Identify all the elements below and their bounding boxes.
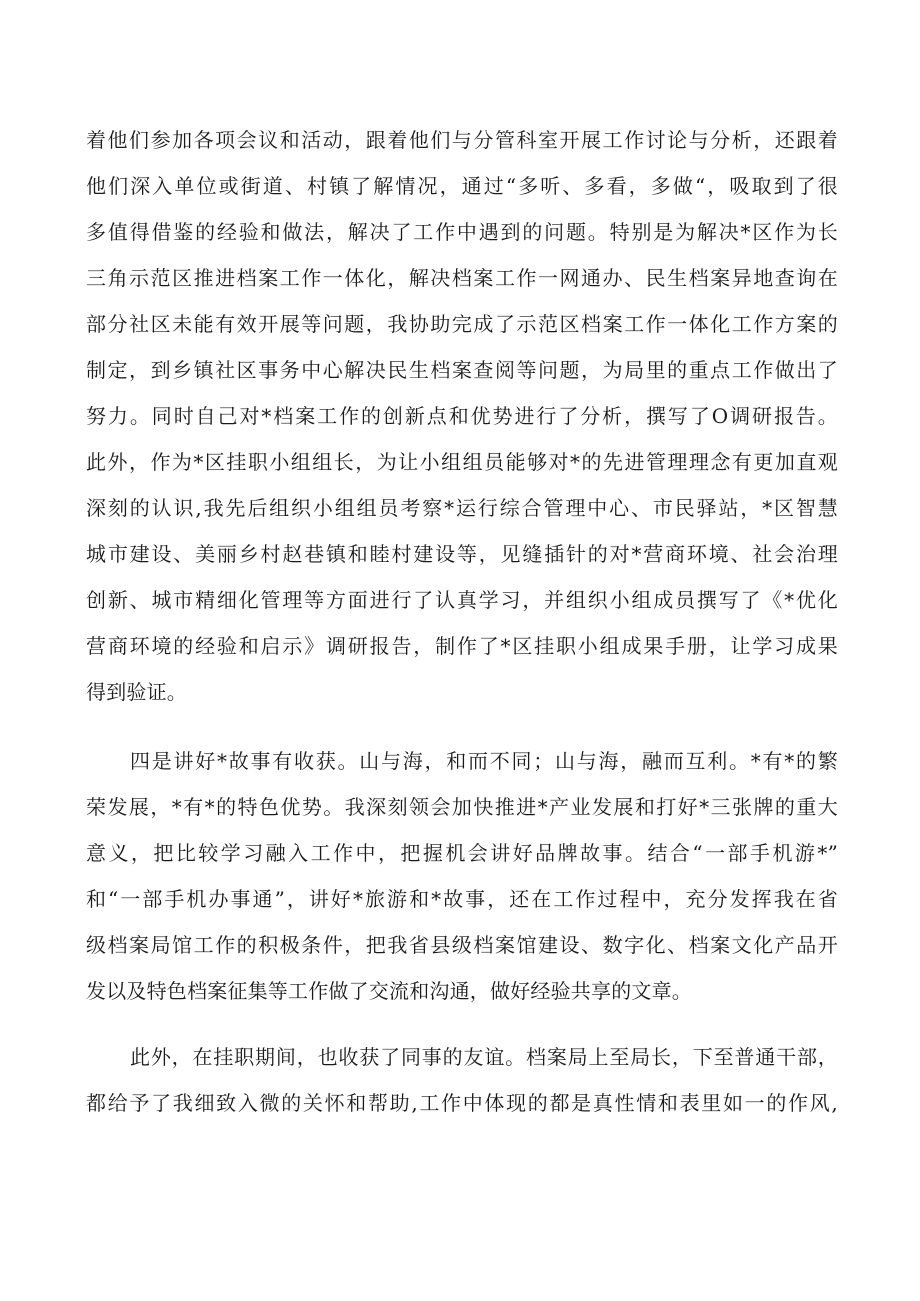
text-line: 他们深入单位或街道、村镇了解情况，通过“多听、多看，多做“，吸取到了很 [86, 174, 838, 198]
text-line: 创新、城市精细化管理等方面进行了认真学习，并组织小组成员撰写了《*优化 [86, 588, 838, 612]
text-line: 此外，作为*区挂职小组组长，为让小组组员能够对*的先进管理理念有更加直观 [86, 450, 838, 474]
text-line: 发以及特色档案征集等工作做了交流和沟通，做好经验共享的文章。 [86, 979, 692, 1003]
text-line: 制定，到乡镇社区事务中心解决民生档案查阅等问题，为局里的重点工作做出了 [86, 358, 838, 382]
text-line: 努力。同时自己对*档案工作的创新点和优势进行了分析，撰写了O调研报告。 [86, 404, 838, 428]
paragraph-first-line: 此外，在挂职期间，也收获了同事的友谊。档案局上至局长，下至普通干部， [130, 1045, 838, 1069]
text-line: 着他们参加各项会议和活动，跟着他们与分管科室开展工作讨论与分析，还跟着 [86, 128, 838, 152]
text-line: 级档案局馆工作的积极条件，把我省县级档案馆建设、数字化、档案文化产品开 [86, 933, 838, 957]
text-line: 城市建设、美丽乡村赵巷镇和睦村建设等，见缝插针的对*营商环境、社会治理 [86, 542, 838, 566]
text-line: 意义，把比较学习融入工作中，把握机会讲好品牌故事。结合“一部手机游*” [86, 841, 838, 865]
text-line: 部分社区未能有效开展等问题，我协助完成了示范区档案工作一体化工作方案的 [86, 312, 838, 336]
text-line: 和“一部手机办事通”，讲好*旅游和*故事，还在工作过程中，充分发挥我在省 [86, 887, 838, 911]
text-line: 深刻的认识,我先后组织小组组员考察*运行综合管理中心、市民驿站，*区智慧 [86, 496, 838, 520]
text-line: 荣发展，*有*的特色优势。我深刻领会加快推进*产业发展和打好*三张牌的重大 [86, 795, 838, 819]
text-line: 都给予了我细致入微的关怀和帮助,工作中体现的都是真性情和表里如一的作风, [86, 1091, 838, 1115]
text-line: 多值得借鉴的经验和做法，解决了工作中遇到的问题。特别是为解决*区作为长 [86, 220, 838, 244]
text-line: 营商环境的经验和启示》调研报告，制作了*区挂职小组成果手册，让学习成果 [86, 634, 838, 658]
text-line: 得到验证。 [86, 680, 187, 704]
paragraph-first-line: 四是讲好*故事有收获。山与海，和而不同；山与海，融而互利。*有*的繁 [130, 749, 838, 773]
text-line: 三角示范区推进档案工作一体化，解决档案工作一网通办、民生档案异地查询在 [86, 266, 838, 290]
